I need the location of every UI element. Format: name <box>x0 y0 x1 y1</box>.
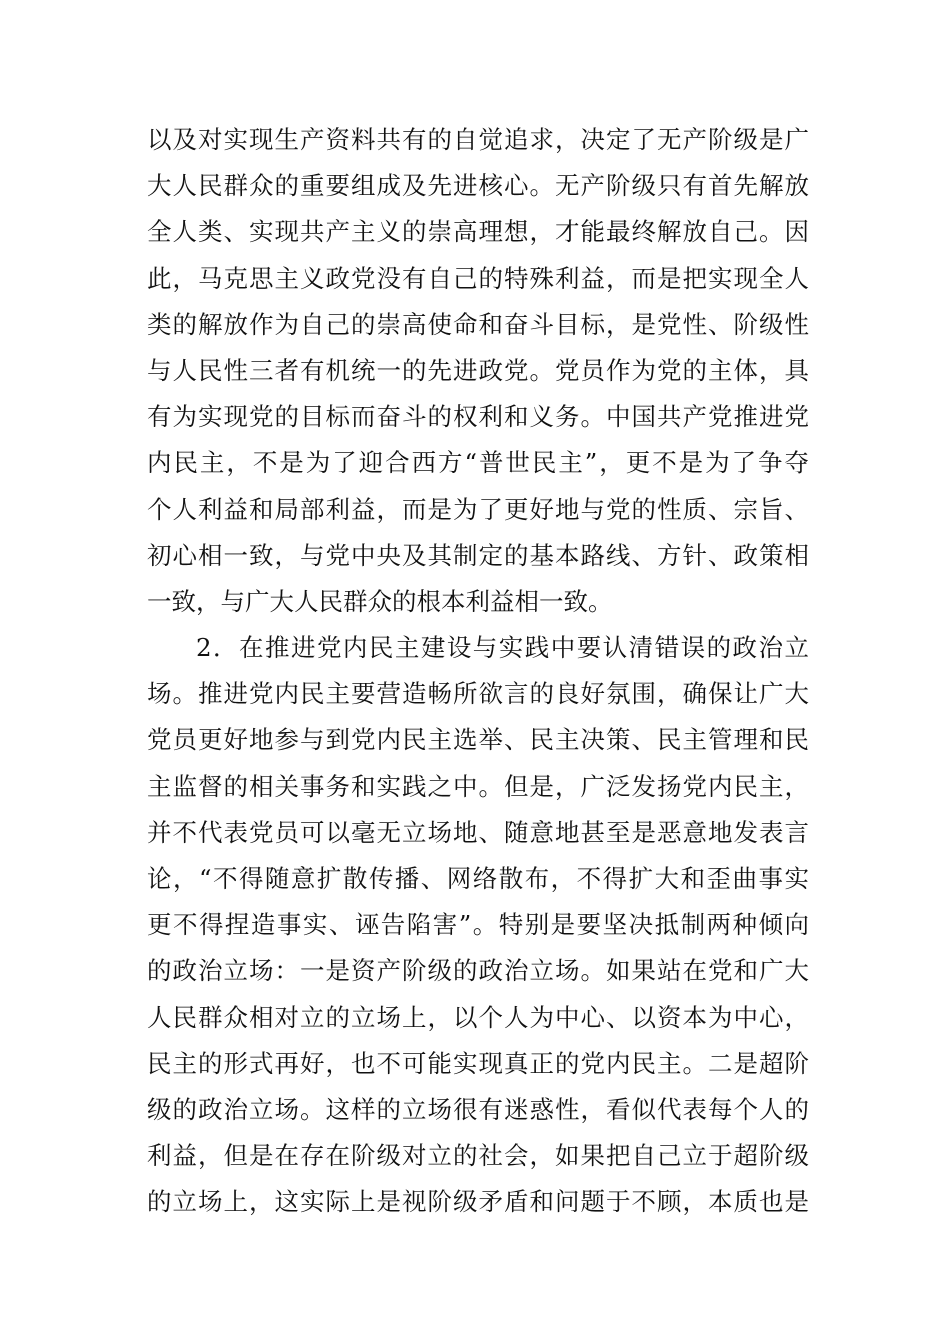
text-line: 初心相一致，与党中央及其制定的基本路线、方针、政策相 <box>147 540 809 570</box>
text-line: 更不得捏造事实、诬告陷害”。特别是要坚决抵制两种倾向 <box>147 910 809 940</box>
text-line: 类的解放作为自己的崇高使命和奋斗目标，是党性、阶级性 <box>147 309 809 339</box>
text-line: 以及对实现生产资料共有的自觉追求，决定了无产阶级是广 <box>147 125 809 154</box>
text-line: 全人类、实现共产主义的崇高理想，才能最终解放自己。因 <box>147 217 809 247</box>
text-line: 此，马克思主义政党没有自己的特殊利益，而是把实现全人 <box>147 263 809 293</box>
text-line: 人民群众相对立的立场上，以个人为中心、以资本为中心， <box>147 1002 809 1032</box>
text-line: 一致，与广大人民群众的根本利益相一致。 <box>147 586 613 616</box>
text-line: 大人民群众的重要组成及先进核心。无产阶级只有首先解放 <box>147 171 809 201</box>
text-line: 有为实现党的目标而奋斗的权利和义务。中国共产党推进党 <box>147 402 809 432</box>
section-heading-line: 2．在推进党内民主建设与实践中要认清错误的政治立 <box>196 633 809 663</box>
text-line: 主监督的相关事务和实践之中。但是，广泛发扬党内民主， <box>147 771 809 801</box>
text-line: 与人民性三者有机统一的先进政党。党员作为党的主体，具 <box>147 355 809 385</box>
text-line: 级的政治立场。这样的立场很有迷惑性，看似代表每个人的 <box>147 1094 809 1124</box>
text-line: 的政治立场：一是资产阶级的政治立场。如果站在党和广大 <box>147 956 809 986</box>
body-text <box>147 117 809 1226</box>
text-line: 党员更好地参与到党内民主选举、民主决策、民主管理和民 <box>147 725 809 755</box>
text-line: 论，“不得随意扩散传播、网络散布，不得扩大和歪曲事实 <box>147 864 809 893</box>
text-line: 场。推进党内民主要营造畅所欲言的良好氛围，确保让广大 <box>147 679 809 709</box>
text-line: 的立场上，这实际上是视阶级矛盾和问题于不顾，本质也是 <box>147 1187 809 1217</box>
text-line: 利益，但是在存在阶级对立的社会，如果把自己立于超阶级 <box>147 1141 809 1171</box>
text-line: 个人利益和局部利益，而是为了更好地与党的性质、宗旨、 <box>147 494 809 524</box>
text-line: 内民主，不是为了迎合西方“普世民主”，更不是为了争夺 <box>147 448 809 478</box>
text-line: 并不代表党员可以毫无立场地、随意地甚至是恶意地发表言 <box>147 817 809 847</box>
text-line: 民主的形式再好，也不可能实现真正的党内民主。二是超阶 <box>147 1048 809 1078</box>
